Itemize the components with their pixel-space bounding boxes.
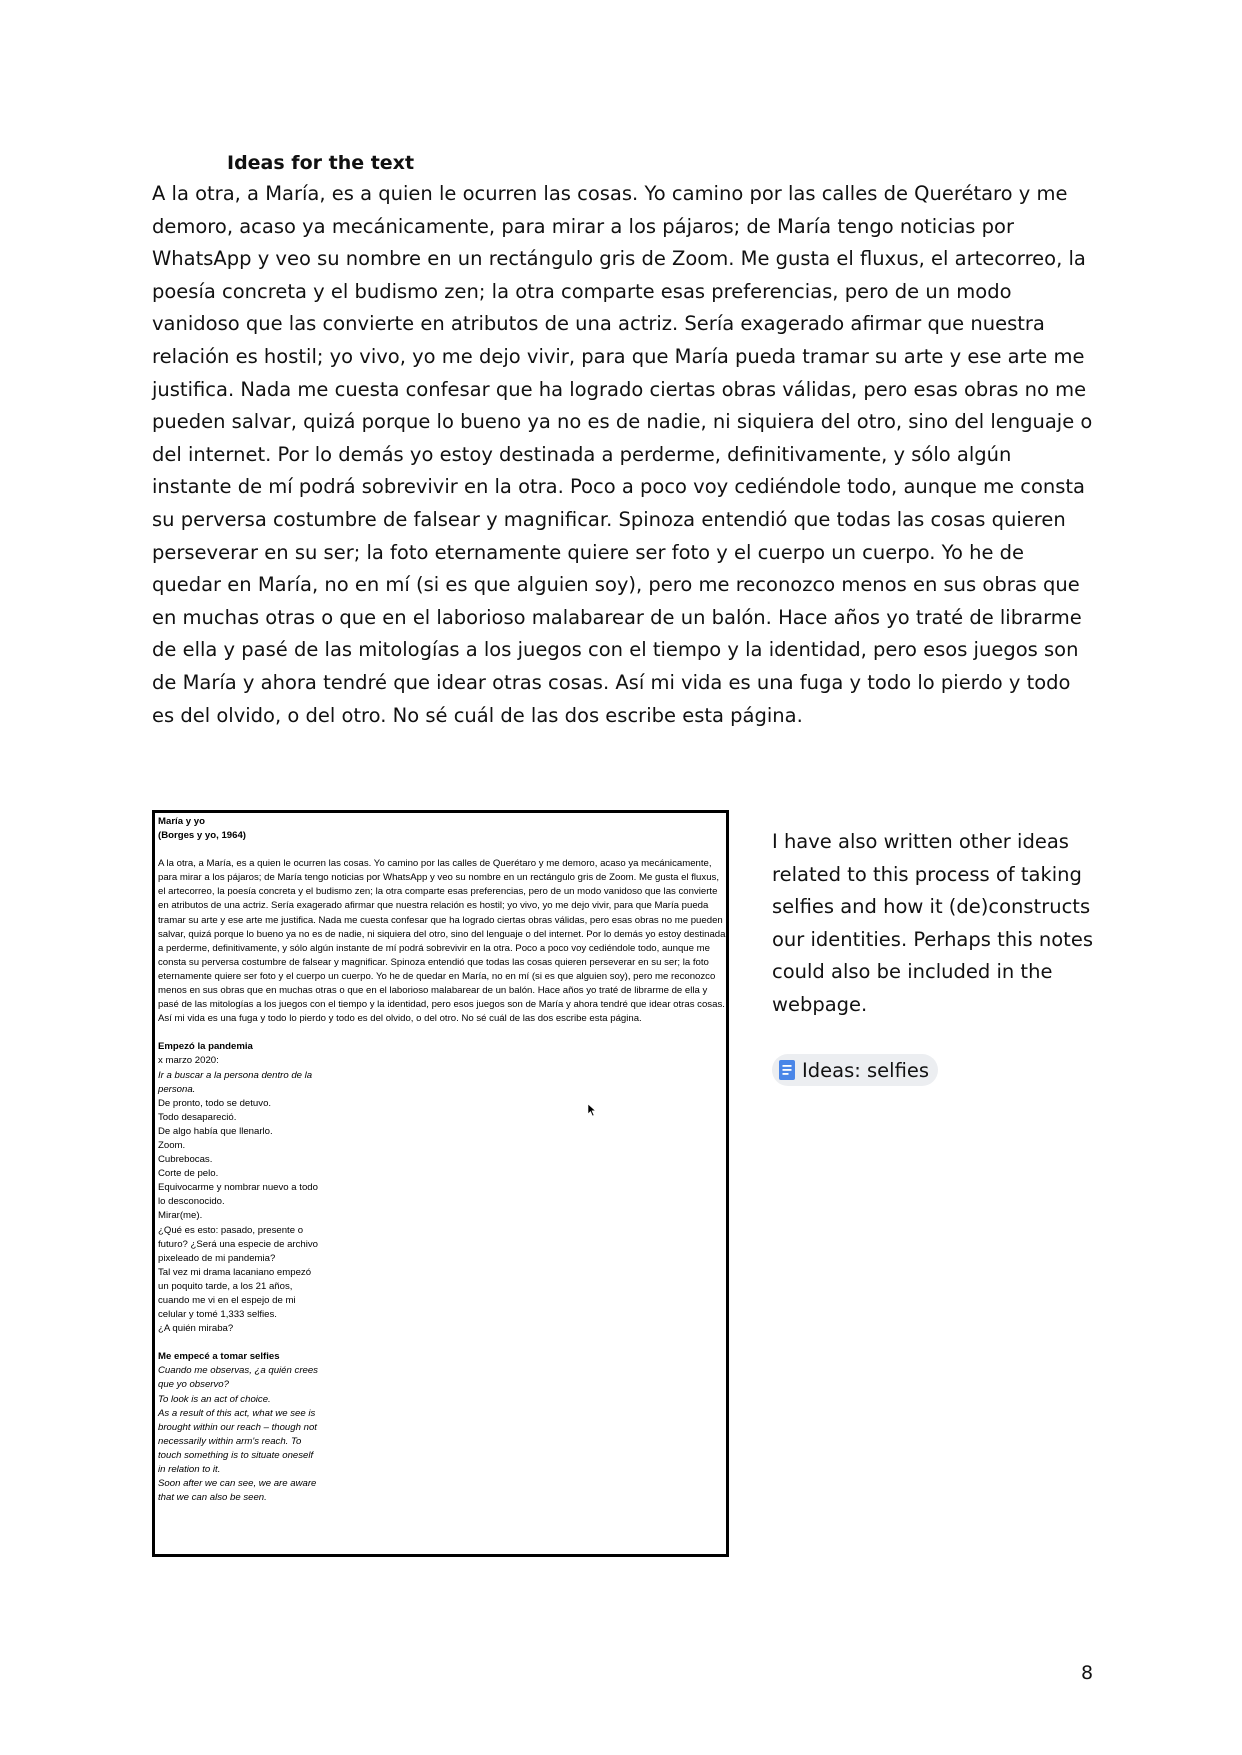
linked-doc-label: Ideas: selfies <box>802 1058 930 1082</box>
embedded-line: To look is an act of choice. <box>158 1393 271 1405</box>
embedded-subtitle: (Borges y yo, 1964) <box>158 830 246 842</box>
google-doc-icon <box>779 1060 795 1080</box>
embedded-line: Tal vez mi drama lacaniano empezó un poquito tarde, a los 21 años, cuando me vi en el espejo de mi celular y tomé 1,333 selfies. <box>158 1266 312 1321</box>
embedded-line: De pronto, todo se detuvo. <box>158 1097 272 1109</box>
mouse-cursor-icon <box>587 1103 597 1117</box>
embedded-line: As a result of this act, what we see is brought within our reach – though not necessarily within arm's reach. To touch something is to situate oneself in relation to it. <box>158 1407 317 1476</box>
embedded-line: ¿Qué es esto: pasado, presente o futuro? ¿Será una especie de archivo pixeleado de mi pandemia? <box>158 1224 318 1264</box>
embedded-line: Corte de pelo. <box>158 1168 219 1180</box>
page-number: 8 <box>1081 1662 1094 1684</box>
embedded-date: x marzo 2020: <box>158 1055 219 1067</box>
embedded-line: De algo había que llenarlo. <box>158 1125 273 1137</box>
embedded-line: Ir a buscar a la persona dentro de la persona. <box>158 1069 313 1095</box>
embedded-line: Mirar(me). <box>158 1210 203 1222</box>
embedded-line: Equivocarme y nombrar nuevo a todo lo desconocido. <box>158 1182 318 1208</box>
embedded-document-screenshot <box>152 810 729 1557</box>
embedded-paragraph: A la otra, a María, es a quien le ocurren las cosas. Yo camino por las calles de Querétaro y me demoro, acaso ya mecánicamente, para mirar a los pájaros; de María tengo noticias por WhatsApp y veo su nombre en un rectángulo gris de Zoom. Me gusta el fluxus, el artecorreo, la poesía concreta y el budismo zen; la otra comparte esas preferencias, pero de un modo vanidoso que las convierte en atributos de una actriz. Sería exagerado afirmar que nuestra relación es hostil; yo vivo, yo me dejo vivir, para que María pueda tramar su arte y ese arte me justifica. Nada me cuesta confesar que ha logrado ciertas obras válidas, pero esas obras no me pueden salvar, quizá porque lo bueno ya no es de nadie, ni siquiera del otro, sino del lenguaje o del internet. Por lo demás yo estoy destinada a perderme, definitivamente, y sólo algún instante de mí podrá sobrevivir en la otra. Poco a poco voy cediéndole todo, aunque me consta su perversa costumbre de falsear y magnificar. Spinoza entendió que todas las cosas quieren perseverar en su ser; la foto eternamente quiere ser foto y el cuerpo un cuerpo. Yo he de quedar en María, no en mí (si es que alguien soy), pero me reconozco menos en sus obras que en muchas otras o que en el laborioso malabarear de un balón. Hace años yo traté de librarme de ella y pasé de las mitologías a los juegos con el tiempo y la identidad, pero esos juegos son de María y ahora tendré que idear otras cosas. Así mi vida es una fuga y todo lo pierdo y todo es del olvido, o del otro. No sé cuál de las dos escribe esta página. <box>158 858 726 1025</box>
embedded-section-title: Me empecé a tomar selfies <box>158 1351 280 1363</box>
embedded-line: Soon after we can see, we are aware that we can also be seen. <box>158 1478 317 1504</box>
embedded-line: ¿A quién miraba? <box>158 1323 234 1335</box>
embedded-line: Todo desapareció. <box>158 1111 237 1123</box>
main-paragraph: A la otra, a María, es a quien le ocurren las cosas. Yo camino por las calles de Querétaro y me demoro, acaso ya mecánicamente, para mirar a los pájaros; de María tengo noticias por WhatsApp y veo su nombre en un rectángulo gris de Zoom. Me gusta el fluxus, el artecorreo, la poesía concreta y el budismo zen; la otra comparte esas preferencias, pero de un modo vanidoso que las convierte en atributos de una actriz. Sería exagerado afirmar que nuestra relación es hostil; yo vivo, yo me dejo vivir, para que María pueda tramar su arte y ese arte me justifica. Nada me cuesta confesar que ha logrado ciertas obras válidas, pero esas obras no me pueden salvar, quizá porque lo bueno ya no es de nadie, ni siquiera del otro, sino del lenguaje o del internet. Por lo demás yo estoy destinada a perderme, definitivamente, y sólo algún instante de mí podrá sobrevivir en la otra. Poco a poco voy cediéndole todo, aunque me consta su perversa costumbre de falsear y magnificar. Spinoza entendió que todas las cosas quieren perseverar en su ser; la foto eternamente quiere ser foto y el cuerpo un cuerpo. Yo he de quedar en María, no en mí (si es que alguien soy), pero me reconozco menos en sus obras que en muchas otras o que en el laborioso malabarear de un balón. Hace años yo traté de librarme de ella y pasé de las mitologías a los juegos con el tiempo y la identidad, pero esos juegos son de María y ahora tendré que idear otras cosas. Así mi vida es una fuga y todo lo pierdo y todo es del olvido, o del otro. No sé cuál de las dos escribe esta página. <box>152 182 1093 727</box>
embedded-section-title: Empezó la pandemia <box>158 1041 253 1053</box>
side-note: I have also written other ideas related to this process of taking selfies and how it (de)constructs our identities. Perhaps this notes could also be included in the webpage. <box>772 830 1093 1016</box>
embedded-line: Cubrebocas. <box>158 1154 213 1166</box>
embedded-line: Cuando me observas, ¿a quién crees que yo observo? <box>158 1365 318 1391</box>
embedded-line: Zoom. <box>158 1139 186 1151</box>
embedded-title: María y yo <box>158 816 205 827</box>
section-heading: Ideas for the text <box>227 152 415 174</box>
linked-doc-chip[interactable] <box>772 1054 938 1086</box>
